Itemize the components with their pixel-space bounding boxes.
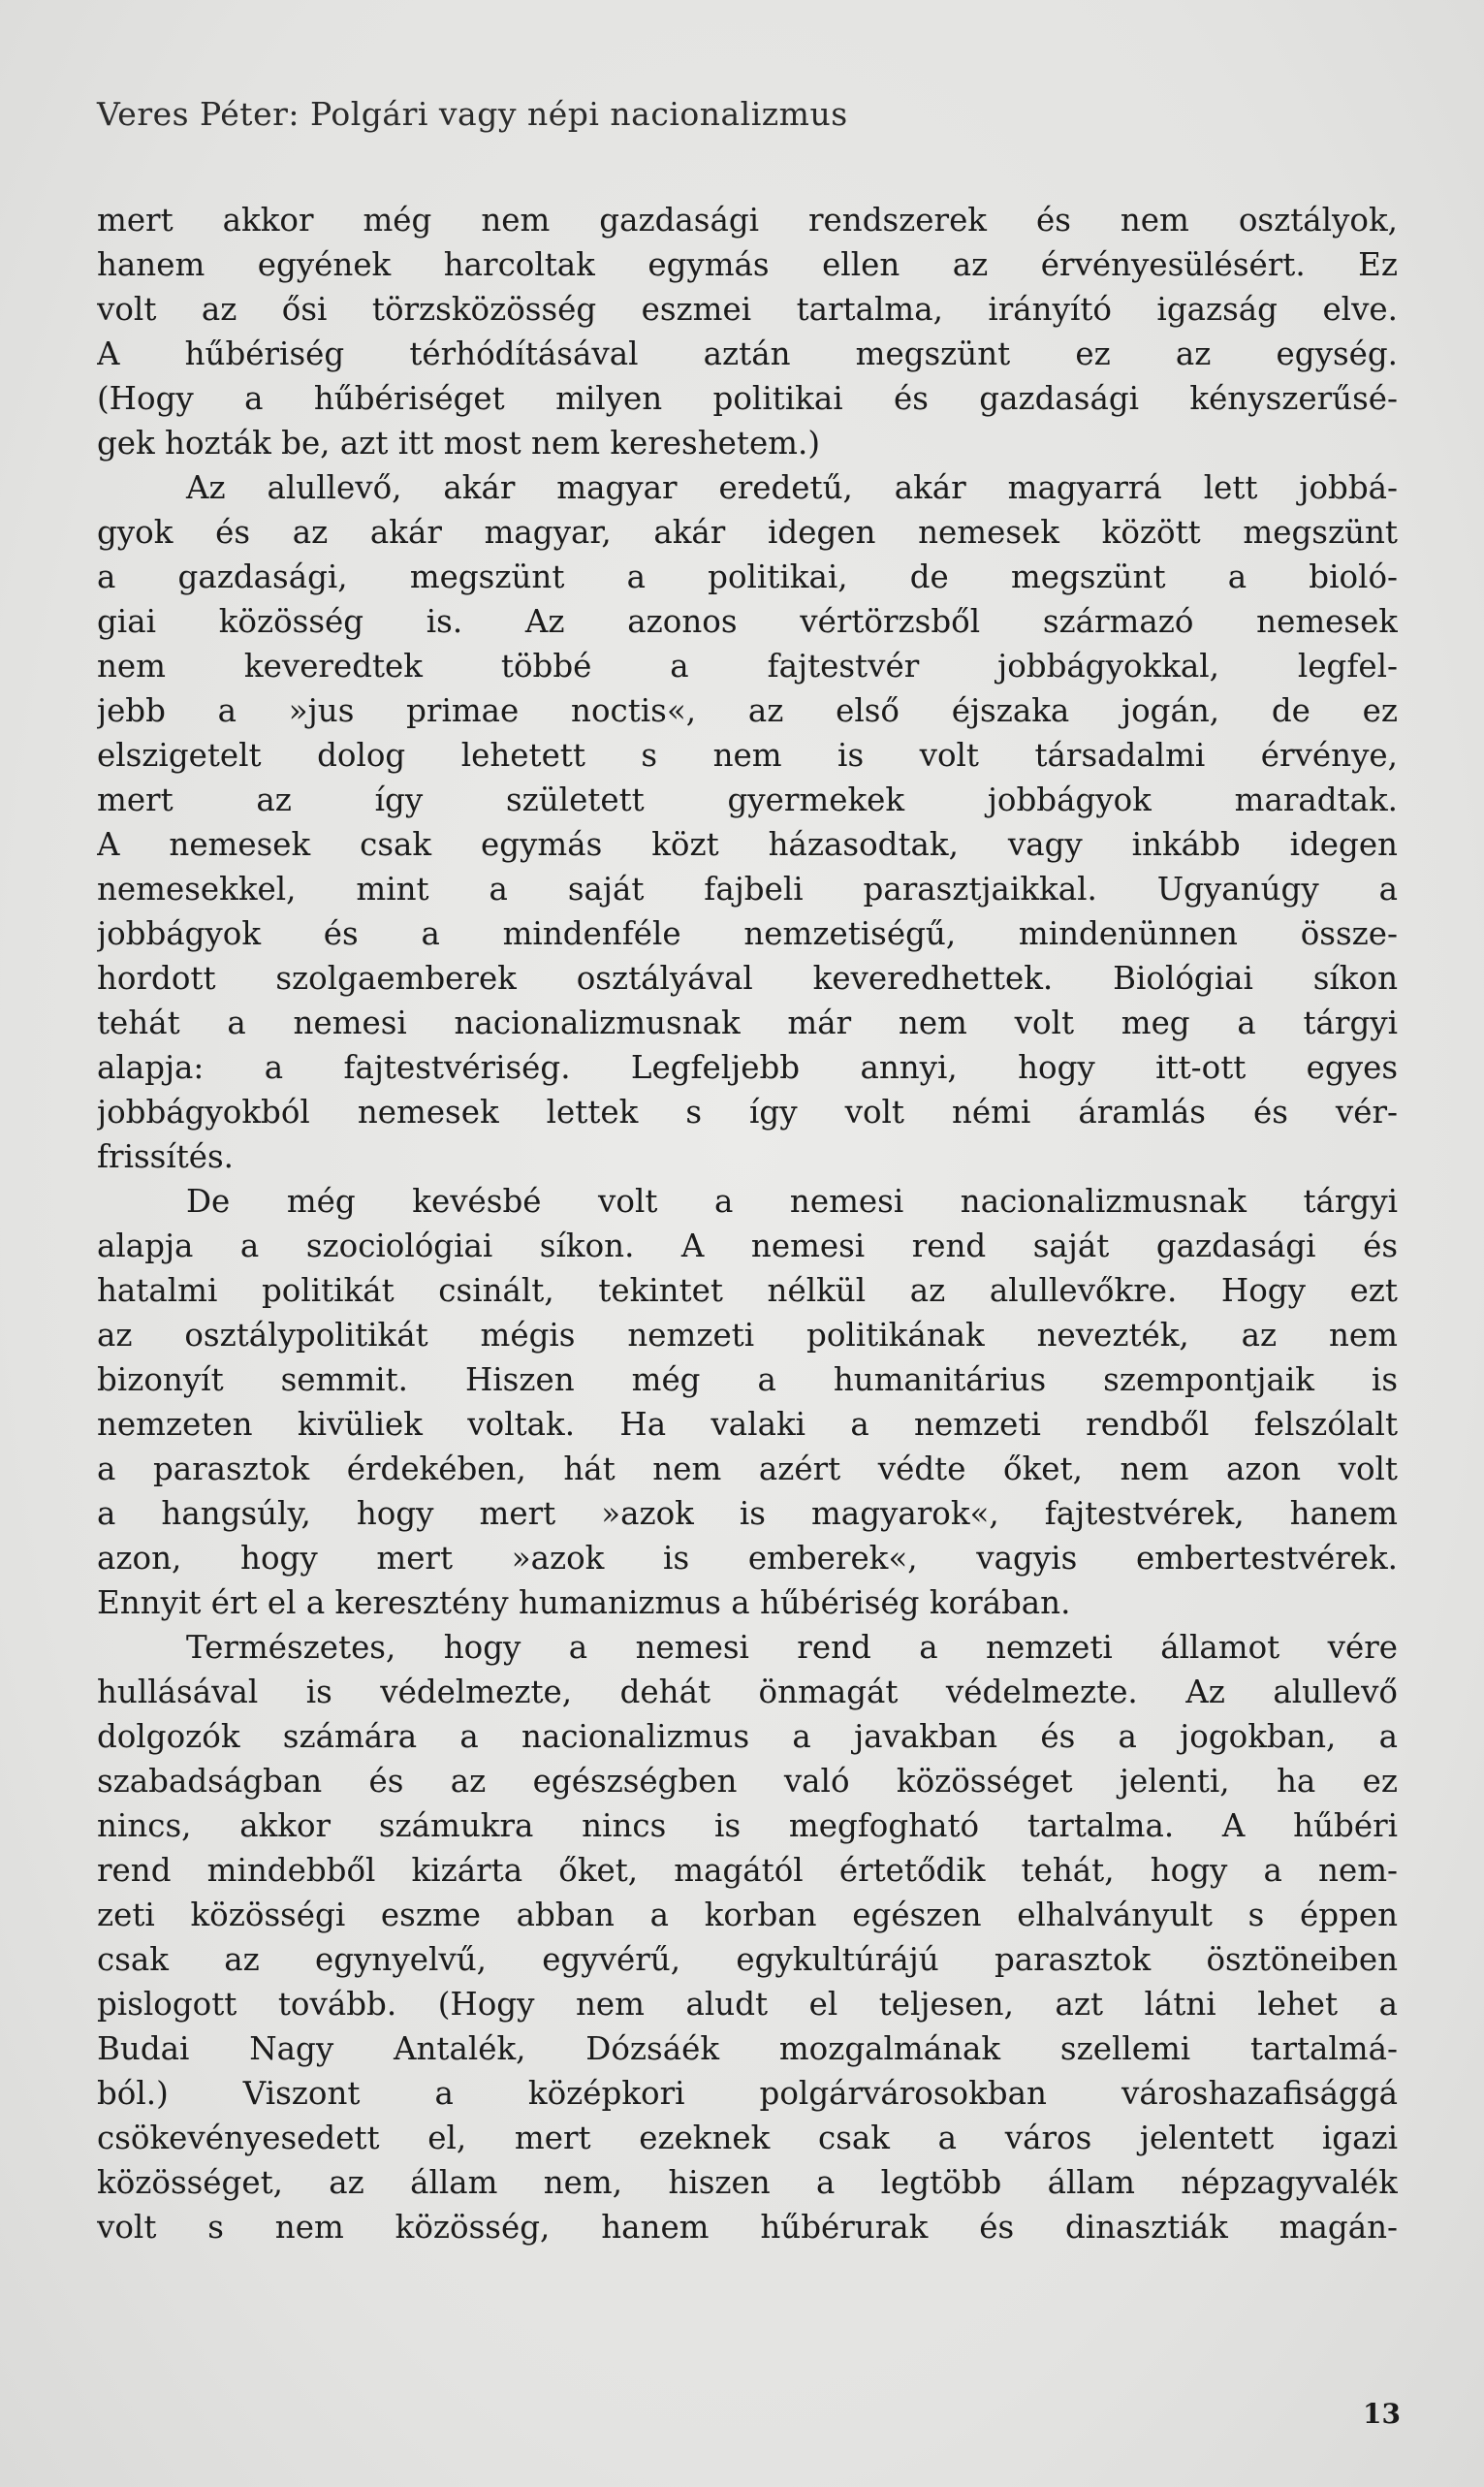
text-line: nemesekkel, mint a saját fajbeli parasztjaikkal. Ugyanúgy a — [97, 871, 1398, 908]
paragraph-first-line: De még kevésbé volt a nemesi nacionalizmusnak tárgyi — [186, 1183, 1398, 1220]
text-line: gek hozták be, azt itt most nem kereshetem.) — [97, 425, 821, 462]
running-head: Veres Péter: Polgári vagy népi nacionalizmus — [97, 95, 848, 133]
text-line: (Hogy a hűbériséget milyen politikai és gazdasági kényszerűsé- — [97, 380, 1398, 417]
text-line: Ennyit ért el a keresztény humanizmus a hűbériség korában. — [97, 1584, 1071, 1621]
text-line: giai közösség is. Az azonos vértörzsből származó nemesek — [97, 603, 1398, 640]
text-line: ból.) Viszont a középkori polgárvárosokban városhazafisággá — [97, 2075, 1398, 2112]
text-line: zeti közösségi eszme abban a korban egészen elhalványult s éppen — [97, 1897, 1398, 1933]
text-line: bizonyít semmit. Hiszen még a humanitárius szempontjaik is — [97, 1361, 1398, 1398]
text-line: hullásával is védelmezte, dehát önmagát védelmezte. Az alullevő — [97, 1674, 1398, 1710]
text-line: volt az ősi törzsközösség eszmei tartalma, irányító igazság elve. — [97, 291, 1398, 328]
text-line: pislogott tovább. (Hogy nem aludt el teljesen, azt látni lehet a — [97, 1986, 1398, 2023]
text-line: volt s nem közösség, hanem hűbérurak és dinasztiák magán- — [97, 2209, 1398, 2246]
text-line: szabadságban és az egészségben való közösséget jelenti, ha ez — [97, 1763, 1398, 1800]
text-line: nemzeten kivüliek voltak. Ha valaki a nemzeti rendből felszólalt — [97, 1406, 1398, 1443]
body-text — [97, 198, 1398, 2249]
text-line: csak az egynyelvű, egyvérű, egykultúrájú parasztok ösztöneiben — [97, 1941, 1398, 1978]
text-line: Budai Nagy Antalék, Dózsáék mozgalmának szellemi tartalmá- — [97, 2030, 1398, 2067]
text-line: A hűbériség térhódításával aztán megszünt ez az egység. — [97, 335, 1398, 372]
text-line: alapja: a fajtestvériség. Legfeljebb annyi, hogy itt-ott egyes — [97, 1049, 1398, 1086]
text-line: a hangsúly, hogy mert »azok is magyarok«, fajtestvérek, hanem — [97, 1495, 1398, 1532]
text-line: elszigetelt dolog lehetett s nem is volt társadalmi érvénye, — [97, 737, 1398, 774]
text-line: az osztálypolitikát mégis nemzeti politikának nevezték, az nem — [97, 1317, 1398, 1354]
text-line: mert az így született gyermekek jobbágyok maradtak. — [97, 781, 1398, 818]
text-line: rend mindebből kizárta őket, magától értetődik tehát, hogy a nem- — [97, 1852, 1398, 1889]
text-line: a gazdasági, megszünt a politikai, de megszünt a bioló- — [97, 558, 1398, 595]
text-line: mert akkor még nem gazdasági rendszerek és nem osztályok, — [97, 202, 1398, 239]
text-line: a parasztok érdekében, hát nem azért védte őket, nem azon volt — [97, 1451, 1398, 1487]
text-line: jebb a »jus primae noctis«, az első éjszaka jogán, de ez — [97, 692, 1398, 729]
text-line: hatalmi politikát csinált, tekintet nélkül az alullevőkre. Hogy ezt — [97, 1272, 1398, 1309]
text-line: hanem egyének harcoltak egymás ellen az érvényesülésért. Ez — [97, 246, 1398, 283]
paragraph-first-line: Természetes, hogy a nemesi rend a nemzeti államot vére — [186, 1629, 1398, 1666]
text-line: dolgozók számára a nacionalizmus a javakban és a jogokban, a — [97, 1718, 1398, 1755]
text-line: nem keveredtek többé a fajtestvér jobbágyokkal, legfel- — [97, 648, 1398, 685]
paragraph-first-line: Az alullevő, akár magyar eredetű, akár magyarrá lett jobbá- — [186, 469, 1398, 506]
text-line: gyok és az akár magyar, akár idegen nemesek között megszünt — [97, 514, 1398, 551]
text-line: közösséget, az állam nem, hiszen a legtöbb állam népzagyvalék — [97, 2164, 1398, 2201]
text-line: alapja a szociológiai síkon. A nemesi rend saját gazdasági és — [97, 1228, 1398, 1264]
page-number: 13 — [1363, 2398, 1401, 2430]
text-line: nincs, akkor számukra nincs is megfogható tartalma. A hűbéri — [97, 1807, 1398, 1844]
text-line: hordott szolgaemberek osztályával keveredhettek. Biológiai síkon — [97, 960, 1398, 997]
text-line: jobbágyokból nemesek lettek s így volt némi áramlás és vér- — [97, 1094, 1398, 1131]
text-line: azon, hogy mert »azok is emberek«, vagyis embertestvérek. — [97, 1540, 1398, 1577]
text-line: tehát a nemesi nacionalizmusnak már nem volt meg a tárgyi — [97, 1004, 1398, 1041]
text-line: jobbágyok és a mindenféle nemzetiségű, mindenünnen össze- — [97, 915, 1398, 952]
text-line: csökevényesedett el, mert ezeknek csak a város jelentett igazi — [97, 2120, 1398, 2156]
text-line: frissítés. — [97, 1138, 235, 1175]
text-line: A nemesek csak egymás közt házasodtak, vagy inkább idegen — [97, 826, 1398, 863]
